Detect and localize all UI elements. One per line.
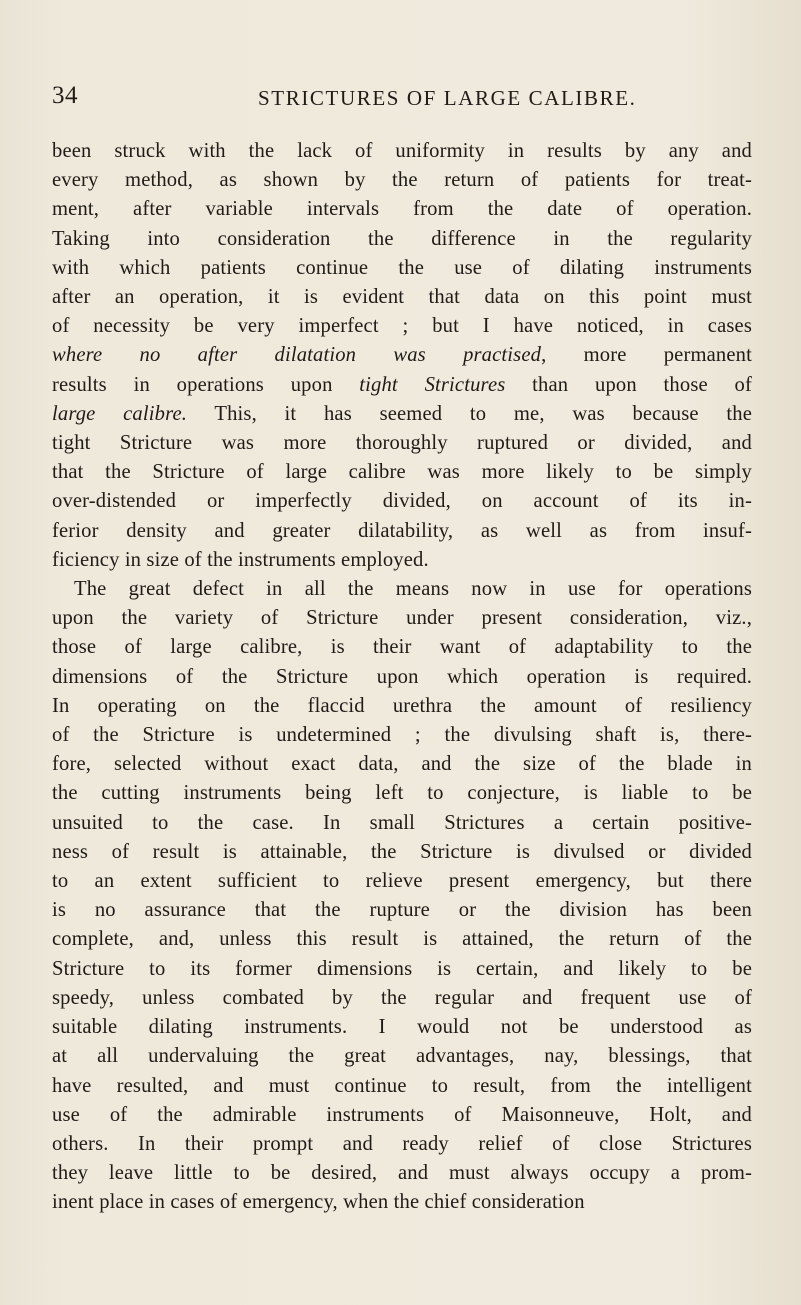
text-line bbox=[52, 487, 752, 516]
text-line bbox=[52, 867, 752, 896]
text-run: ness of result is attainable, the Stricture is divulsed or divided bbox=[52, 840, 752, 863]
text-line bbox=[52, 1159, 752, 1188]
text-line bbox=[52, 955, 752, 984]
text-run: speedy, unless combated by the regular and frequent use of bbox=[52, 986, 752, 1009]
text-line bbox=[52, 1072, 752, 1101]
page-number: 34 bbox=[52, 82, 78, 109]
italic-text: tight Strictures bbox=[359, 373, 506, 396]
text-line bbox=[52, 633, 752, 662]
text-line bbox=[52, 429, 752, 458]
text-line bbox=[52, 1013, 752, 1042]
text-line bbox=[52, 984, 752, 1013]
text-run: have resulted, and must continue to result, from the intelligent bbox=[52, 1074, 752, 1097]
text-run: ferior density and greater dilatability, as well as from insuf- bbox=[52, 519, 752, 542]
text-line bbox=[52, 225, 752, 254]
text-line bbox=[52, 166, 752, 195]
text-line bbox=[52, 254, 752, 283]
text-run: results in operations upon bbox=[52, 373, 360, 396]
text-run: of the Stricture is undetermined ; the divulsing shaft is, there- bbox=[52, 724, 752, 747]
text-run: , more permanent bbox=[541, 344, 752, 367]
text-run: is no assurance that the rupture or the division has been bbox=[52, 899, 752, 922]
text-line bbox=[52, 896, 752, 925]
text-line bbox=[52, 546, 752, 575]
text-line bbox=[52, 809, 752, 838]
text-run: after an operation, it is evident that data on this point must bbox=[52, 286, 752, 309]
text-run: over-distended or imperfectly divided, on account of its in- bbox=[52, 490, 752, 513]
text-line bbox=[52, 195, 752, 224]
text-line bbox=[52, 1188, 752, 1217]
text-run: complete, and, unless this result is attained, the return of the bbox=[52, 928, 752, 951]
text-run: others. In their prompt and ready relief of close Strictures bbox=[52, 1132, 752, 1155]
text-run: they leave little to be desired, and must always occupy a prom- bbox=[52, 1162, 752, 1185]
body-text bbox=[52, 137, 752, 1218]
text-run: In operating on the flaccid urethra the amount of resiliency bbox=[52, 694, 752, 717]
text-run: Stricture to its former dimensions is certain, and likely to be bbox=[52, 957, 752, 980]
text-run: with which patients continue the use of dilating instruments bbox=[52, 256, 752, 279]
text-run: The great defect in all the means now in use for operations bbox=[74, 578, 752, 601]
text-line bbox=[52, 779, 752, 808]
text-line bbox=[52, 341, 752, 370]
text-run: that the Stricture of large calibre was more likely to be simply bbox=[52, 461, 752, 484]
text-line bbox=[52, 838, 752, 867]
text-run: use of the admirable instruments of Maisonneuve, Holt, and bbox=[52, 1103, 752, 1126]
text-line bbox=[52, 925, 752, 954]
text-run: than upon those of bbox=[505, 373, 753, 396]
text-line bbox=[52, 312, 752, 341]
text-line bbox=[52, 604, 752, 633]
text-line bbox=[52, 1130, 752, 1159]
text-run: dimensions of the Stricture upon which operation is required. bbox=[52, 665, 752, 688]
text-line bbox=[52, 517, 752, 546]
text-line bbox=[52, 1101, 752, 1130]
text-run: been struck with the lack of uniformity in results by any and bbox=[52, 140, 752, 162]
text-line bbox=[52, 1042, 752, 1071]
text-run: those of large calibre, is their want of adaptability to the bbox=[52, 636, 752, 659]
italic-text: where no after dilatation was practised bbox=[52, 344, 542, 367]
text-run: upon the variety of Stricture under present consideration, viz., bbox=[52, 607, 752, 630]
text-run: to an extent sufficient to relieve present emergency, but there bbox=[52, 870, 752, 893]
text-run: ficiency in size of the instruments employed. bbox=[52, 548, 429, 571]
text-line bbox=[52, 400, 752, 429]
text-line bbox=[52, 371, 752, 400]
text-line bbox=[52, 283, 752, 312]
text-line bbox=[52, 575, 752, 604]
text-run: of necessity be very imperfect ; but I have noticed, in cases bbox=[52, 315, 752, 338]
text-line bbox=[52, 692, 752, 721]
page-header bbox=[0, 82, 801, 122]
text-line bbox=[52, 750, 752, 779]
text-run: tight Stricture was more thoroughly ruptured or divided, and bbox=[52, 432, 752, 455]
running-head: STRICTURES OF LARGE CALIBRE. bbox=[258, 86, 637, 110]
italic-text: large calibre. bbox=[52, 402, 188, 425]
text-run: This, it has seemed to me, was because the bbox=[187, 402, 752, 425]
text-line bbox=[52, 663, 752, 692]
text-run: Taking into consideration the difference in the regularity bbox=[52, 227, 752, 250]
text-run: inent place in cases of emergency, when the chief consideration bbox=[52, 1191, 585, 1214]
text-line bbox=[52, 721, 752, 750]
text-run: the cutting instruments being left to conjecture, is liable to be bbox=[52, 782, 752, 805]
text-line bbox=[52, 458, 752, 487]
text-run: every method, as shown by the return of patients for treat- bbox=[52, 169, 752, 192]
text-run: fore, selected without exact data, and the size of the blade in bbox=[52, 753, 752, 776]
text-line bbox=[52, 137, 752, 166]
text-run: at all undervaluing the great advantages, nay, blessings, that bbox=[52, 1045, 752, 1068]
text-run: unsuited to the case. In small Strictures a certain positive- bbox=[52, 811, 752, 834]
text-run: suitable dilating instruments. I would not be understood as bbox=[52, 1016, 752, 1039]
text-run: ment, after variable intervals from the date of operation. bbox=[52, 198, 752, 221]
